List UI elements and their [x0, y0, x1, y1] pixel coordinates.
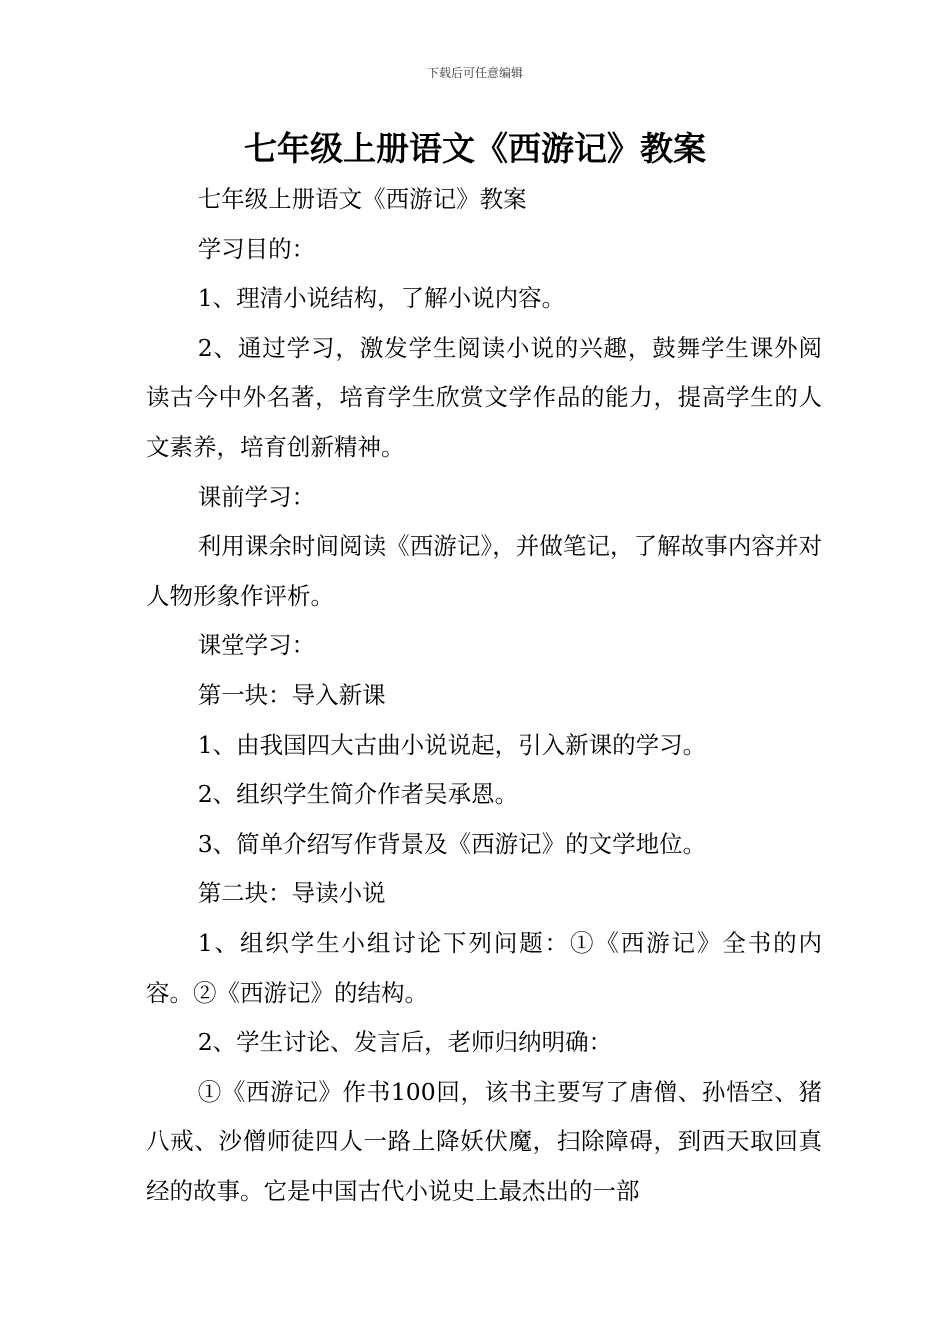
paragraph: 课前学习： [197, 482, 316, 511]
document-body [146, 175, 822, 1216]
paragraph: 2、通过学习，激发学生阅读小说的兴趣，鼓舞学生课外阅读古今中外名著，培育学生欣赏文学作品的能力，提高学生的人文素养，培育创新精神。 [146, 333, 822, 461]
paragraph: 2、组织学生简介作者吴承恩。 [197, 780, 519, 809]
paragraph: ①《西游记》作书100回，该书主要写了唐僧、孙悟空、猪八戒、沙僧师徒四人一路上降妖伏魔，扫除障碍，到西天取回真经的故事。它是中国古代小说史上最杰出的一部 [146, 1077, 822, 1205]
paragraph: 课堂学习： [197, 631, 316, 660]
header-note: 下载后可任意编辑 [426, 66, 523, 80]
paragraph: 2、学生讨论、发言后，老师归纳明确： [197, 1028, 613, 1057]
paragraph: 第二块：导读小说 [197, 879, 386, 908]
paragraph: 3、简单介绍写作背景及《西游记》的文学地位。 [197, 829, 707, 858]
paragraph: 七年级上册语文《西游记》教案 [197, 185, 527, 213]
paragraph: 1、由我国四大古曲小说说起，引入新课的学习。 [197, 730, 707, 759]
paragraph: 1、组织学生小组讨论下列问题：①《西游记》全书的内容。②《西游记》的结构。 [146, 928, 822, 1007]
paragraph: 利用课余时间阅读《西游记》，并做笔记，了解故事内容并对人物形象作评析。 [146, 532, 822, 610]
paragraph: 学习目的： [197, 234, 316, 263]
paragraph: 1、理清小说结构，了解小说内容。 [197, 284, 566, 313]
document-title: 七年级上册语文《西游记》教案 [244, 129, 706, 168]
paragraph: 第一块：导入新课 [197, 680, 386, 709]
